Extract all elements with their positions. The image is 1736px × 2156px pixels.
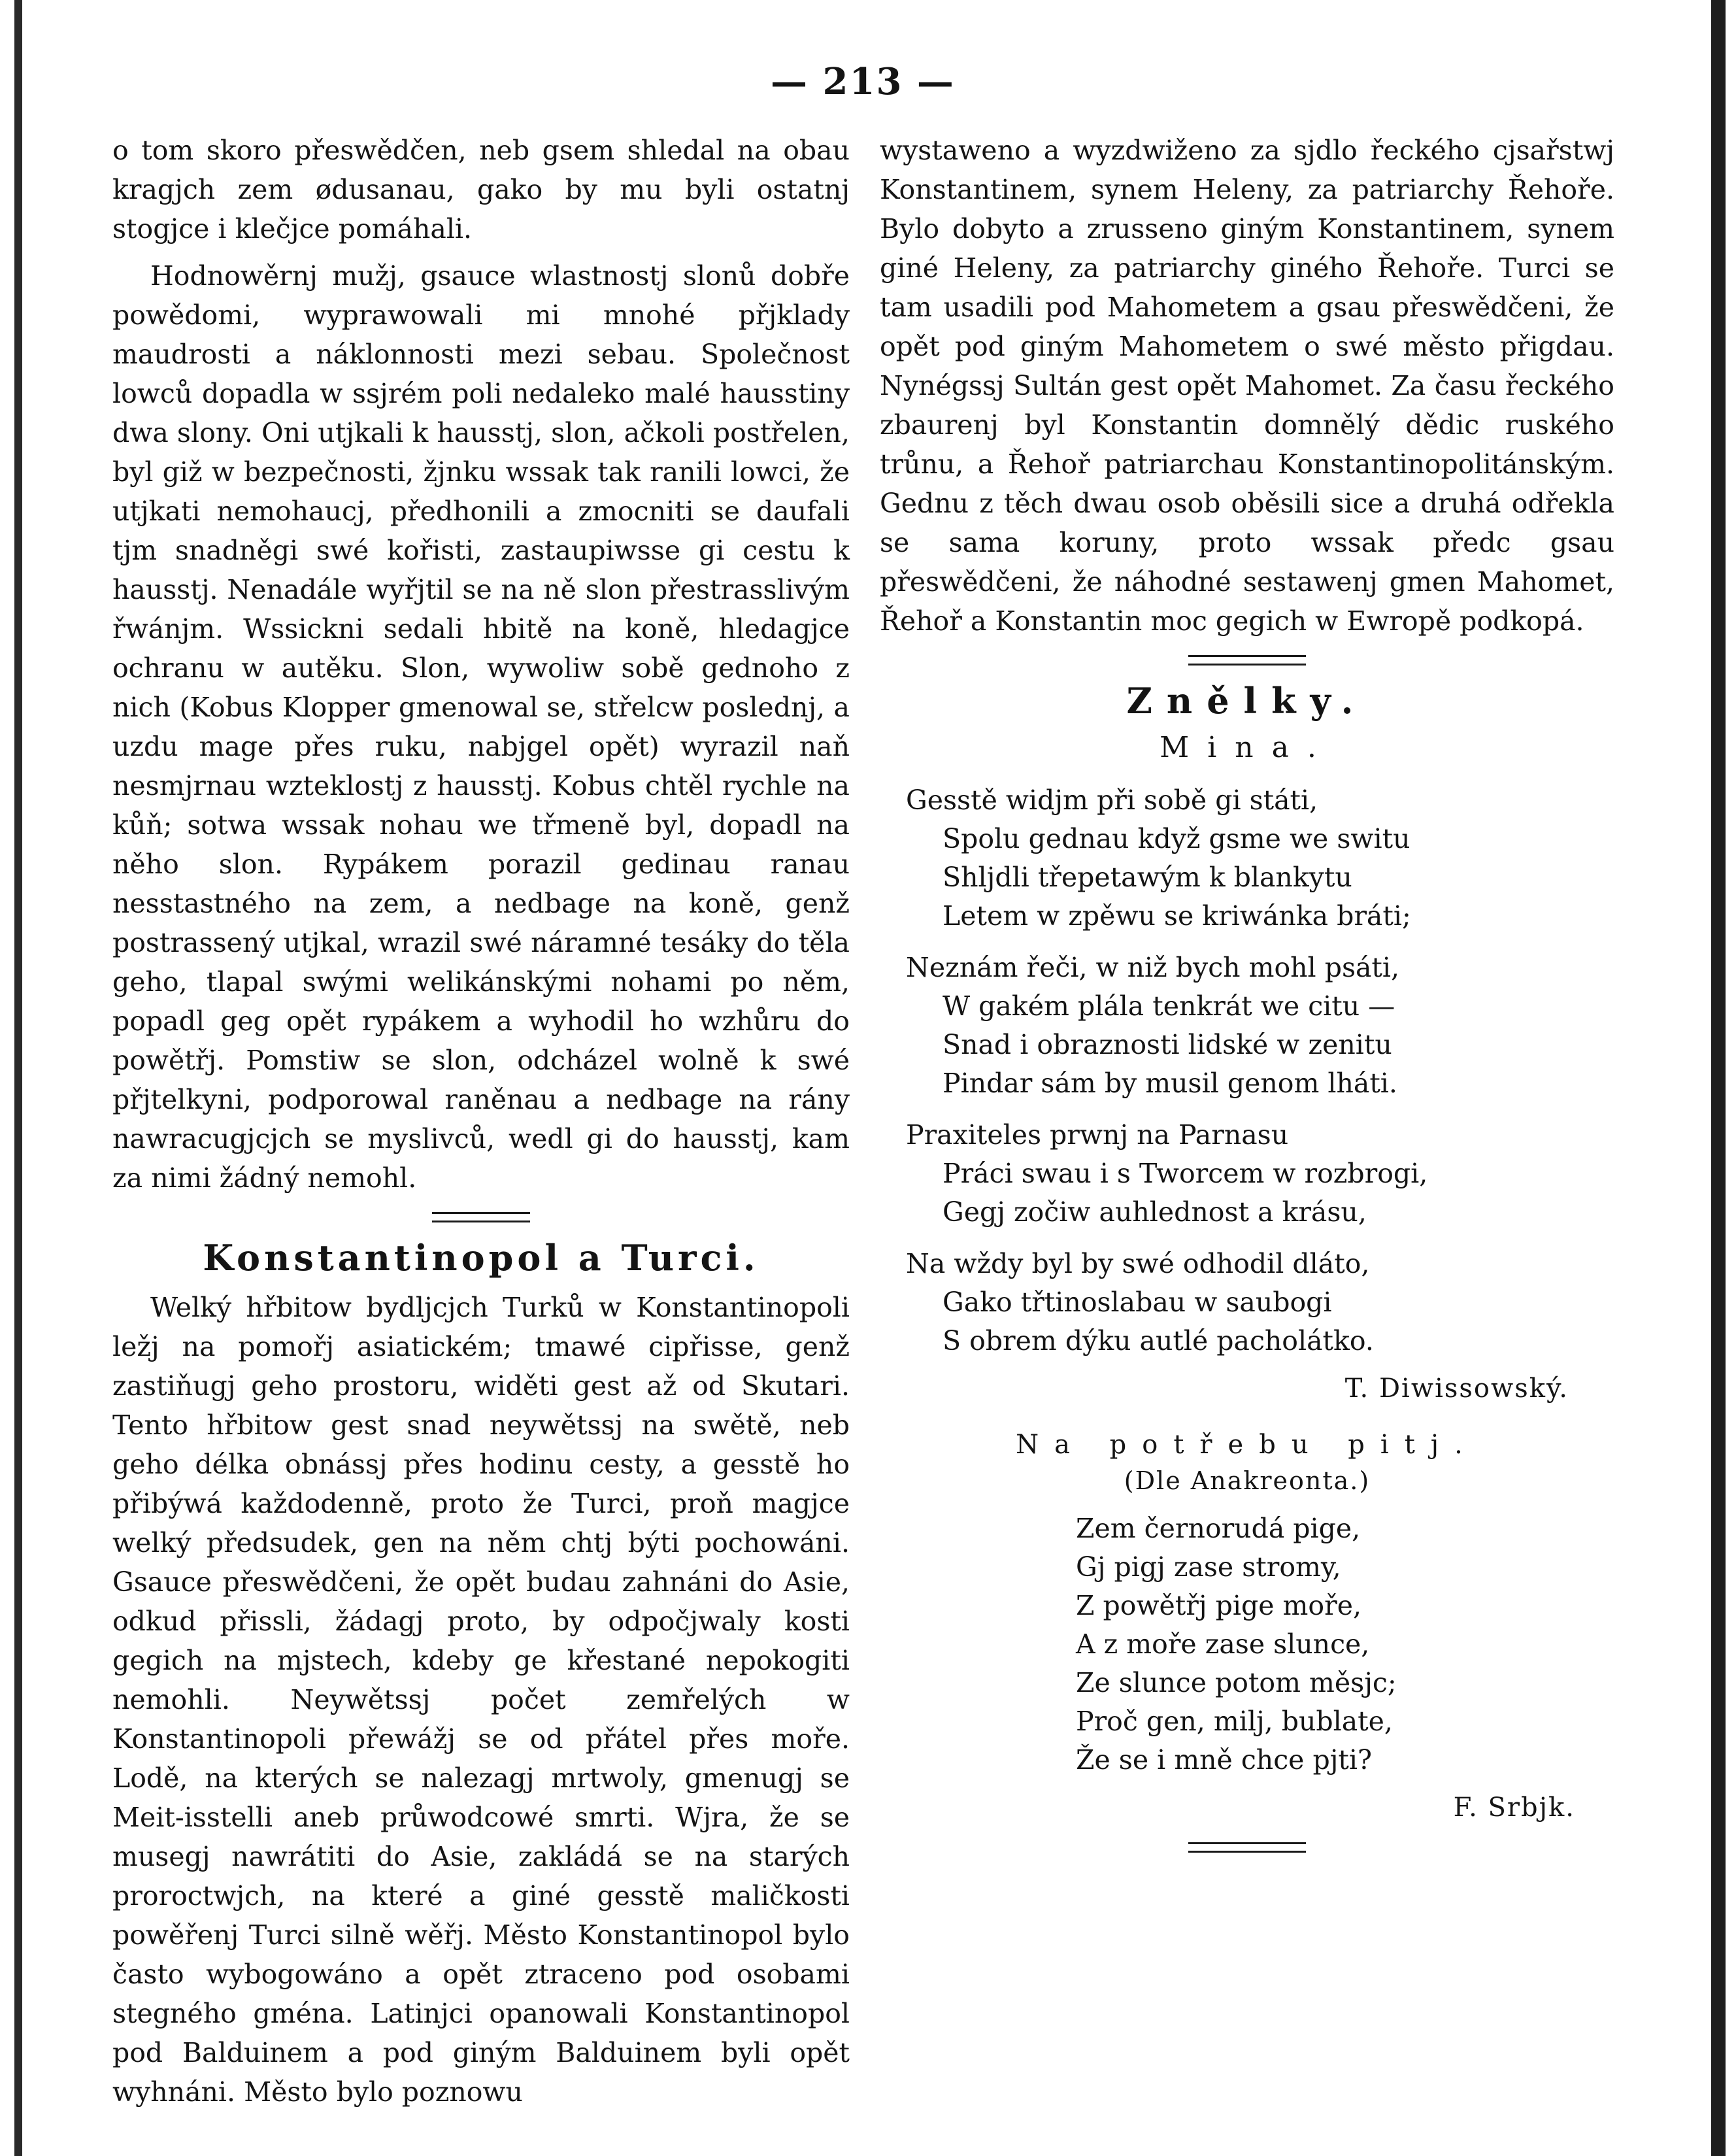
scan-border-left — [14, 0, 22, 2156]
poem-line: Z powětřj pige moře, — [1076, 1590, 1361, 1621]
poem-stanza — [906, 949, 1614, 1103]
poem-line: Gesstě widjm při sobě gi státi, — [906, 784, 1318, 816]
poem-line: Že se i mně chce pjti? — [1076, 1744, 1373, 1776]
poem-stanza — [906, 1116, 1614, 1232]
page-number: — 213 — — [771, 60, 955, 103]
poem-line: S obrem dýku autlé pacholátko. — [943, 1325, 1374, 1356]
poem-note: (Dle Anakreonta.) — [1124, 1466, 1371, 1495]
poem-author: F. Srbjk. — [1453, 1793, 1575, 1823]
poem-line: Gj pigj zase stromy, — [1076, 1551, 1341, 1583]
poem-line: Gegj zočiw auhlednost a krásu, — [943, 1196, 1367, 1228]
paragraph-constantinople: Welký hřbitow bydljcjch Turků w Konstantinopoli ležj na pomořj asiatickém; tmawé cipřisse, genž zastiňugj geho prostoru, widěti gest až od Skutari. Tento hřbitow gest snad neywětssj na swětě, neb geho délka obnássj přes hodinu cesty, a gesstě ho přibýwá každodenně, proto že Turci, proň magjce welký předsudek, gen na něm chtj býti pochowáni. Gsauce přeswědčeni, že opět budau zahnáni do Asie, odkud přissli, žádagj proto, by odpočjwaly kosti gegich na mjstech, kdeby ge křestané nepokogiti nemohli. Neywětssj počet zemřelých w Konstantinopoli přewážj se od přátel přes moře. Lodě, na kterých se nalezagj mrtwoly, gmenugj se Meit-isstelli aneb průwodcowé smrti. Wjra, že se musegj nawrátiti do Asie, zakládá se na starých proroctwjch, na které a giné gesstě maličkosti powěřenj Turci silně wěřj. Město Konstantinopol bylo často wybogowáno a opět ztraceno pod osobami stegného gména. Latinjci opanowali Konstantinopol pod Balduinem a pod giným Balduinem byli opět wyhnáni. Město bylo poznowu — [112, 1292, 850, 2108]
poem-line: Letem w zpěwu se kriwánka bráti; — [943, 900, 1411, 932]
poem-author: T. Diwissowský. — [1344, 1373, 1569, 1404]
right-column — [880, 131, 1614, 1867]
paragraph-elephant-end: o tom skoro přeswědčen, neb gsem shledal na obau kragjch zem ødusanau, gako by mu byli ostatnj stogjce i klečjce pomáhali. — [112, 135, 850, 244]
poem-title-drinking: Na potřebu pitj. — [1016, 1430, 1478, 1460]
poem-line: Spolu gednau když gsme we switu — [943, 823, 1410, 854]
section-title-constantinople: Konstantinopol a Turci. — [203, 1237, 760, 1279]
poem-stanza — [1076, 1509, 1614, 1779]
poem-line: Zem černorudá pige, — [1076, 1513, 1361, 1544]
poem-stanza — [906, 781, 1614, 935]
poem-line: Gako třtinoslabau w saubogi — [943, 1287, 1332, 1318]
poem-line: Práci swau i s Tworcem w rozbrogi, — [943, 1158, 1428, 1189]
section-title-sonnets: Znělky. — [1126, 680, 1368, 722]
poem-line: Shljdli třepetawým k blankytu — [943, 862, 1352, 893]
poem-line: Praxiteles prwnj na Parnasu — [906, 1119, 1289, 1151]
poem-line: Ze slunce potom měsjc; — [1076, 1667, 1397, 1698]
poem-stanza — [906, 1245, 1614, 1360]
poem-title-mina: Mina. — [1160, 731, 1335, 764]
paragraph-constantinople-continued: wystaweno a wyzdwiženo za sjdlo řeckého cjsařstwj Konstantinem, synem Heleny, za patriarchy Řehoře. Bylo dobyto a zrusseno giným Konstantinem, synem giné Heleny, za patriarchy giného Řehoře. Turci se tam usadili pod Mahometem a gsau přeswědčeni, že opět pod giným Mahometem o swé město přigdau. Nynégssj Sultán gest opět Mahomet. Za času řeckého zbaurenj byl Konstantin domnělý dědic ruského trůnu, a Řehoř patriarchau Konstantinopolitánským. Gednu z těch dwau osob oběsili sice a druhá odřekla se sama koruny, proto wssak předc gsau přeswědčeni, že náhodné sestawenj gmen Mahomet, Řehoř a Konstantin moc gegich w Ewropě podkopá. — [880, 135, 1614, 637]
left-column — [112, 131, 850, 2112]
poem-line: W gakém plála tenkrát we citu — — [943, 990, 1395, 1022]
section-divider — [1188, 1842, 1306, 1853]
section-divider — [432, 1212, 530, 1222]
poem-line: A z moře zase slunce, — [1076, 1628, 1370, 1660]
poem-line: Proč gen, milj, bublate, — [1076, 1706, 1393, 1737]
paragraph-elephant-story: Hodnowěrnj mužj, gsauce wlastnostj slonů dobře powědomi, wyprawowali mi mnohé přjklady maudrosti a náklonnosti mezi sebau. Společnost lowců dopadla w ssjrém poli nedaleko malé hausstiny dwa slony. Oni utjkali k hausstj, slon, ačkoli postřelen, byl giž w bezpečnosti, žjnku wssak tak ranili lowci, že utjkati nemohaucj, předhonili a zmocniti se daufali tjm snadněgi swé kořisti, zastaupiwsse gi cestu k hausstj. Nenadále wyřjtil se na ně slon přestrasslivým řwánjm. Wssickni sedali hbitě na koně, hledagjce ochranu w autěku. Slon, wywoliw sobě gednoho z nich (Kobus Klopper gmenowal se, střelcw poslednj, a uzdu mage přes ruku, nabjgel opět) wyrazil naň nesmjrnau wzteklostj z hausstj. Kobus chtěl rychle na kůň; sotwa wssak nohau we třmeně byl, dopadl na něho slon. Rypákem porazil gedinau ranau nesstastného na zem, a nedbage na koně, genž postrassený utjkal, wrazil swé náramné tesáky do těla geho, tlapal swými welikánskými nohami po něm, popadl geg opět rypákem a wyhodil ho wzhůru do powětřj. Pomstiw se slon, odcházel wolně k swé přjtelkyni, podporowal raněnau a nedbage na rány nawracugjcjch se myslivců, wedl gi do hausstj, kam za nimi žádný nemohl. — [112, 260, 850, 1194]
poem-line: Snad i obraznosti lidské w zenitu — [943, 1029, 1392, 1060]
poem-line: Neznám řeči, w niž bych mohl psáti, — [906, 952, 1400, 983]
poem-line: Na wždy byl by swé odhodil dláto, — [906, 1248, 1370, 1279]
poem-line: Pindar sám by musil genom lháti. — [943, 1068, 1397, 1099]
scan-border-right — [1711, 0, 1726, 2156]
section-divider — [1188, 655, 1306, 665]
